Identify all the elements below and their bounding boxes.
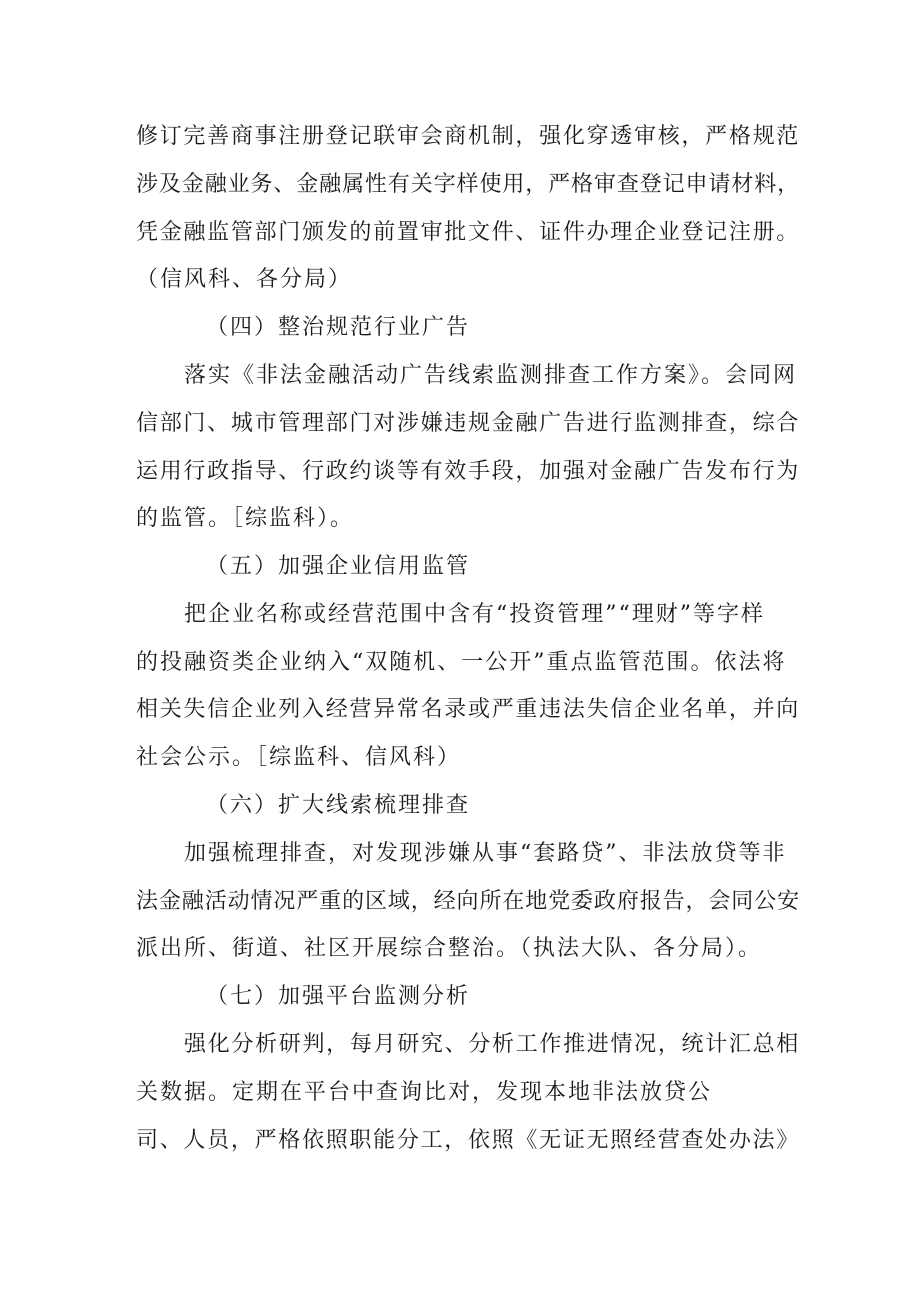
paragraph-line-11: 相关失信企业列入经营异常名录或严重违法失信企业名单，并向 bbox=[136, 697, 801, 722]
paragraph-line-12: 社会公示。［综监科、信风科） bbox=[136, 745, 462, 770]
paragraph-line-4: （信风科、各分局） bbox=[136, 267, 353, 292]
paragraph-line-7: 运用行政指导、行政约谈等有效手段，加强对金融广告发布行为 bbox=[136, 459, 801, 484]
paragraph-line-2: 涉及金融业务、金融属性有关字样使用，严格审查登记申请材料， bbox=[136, 172, 801, 197]
paragraph-line-1: 修订完善商事注册登记联审会商机制，强化穿透审核，严格规范 bbox=[136, 124, 801, 149]
paragraph-line-15: 派出所、街道、社区开展综合整治。（执法大队、各分局）。 bbox=[136, 936, 763, 961]
paragraph-line-5: 落实《非法金融活动广告线索监测排查工作方案》。会同网 bbox=[184, 363, 798, 388]
section-heading-4: （四）整治规范行业广告 bbox=[206, 315, 471, 340]
paragraph-line-16: 强化分析研判，每月研究、分析工作推进情况，统计汇总相 bbox=[184, 1032, 801, 1057]
section-heading-5: （五）加强企业信用监管 bbox=[206, 554, 471, 579]
paragraph-line-6: 信部门、城市管理部门对涉嫌违规金融广告进行监测排查，综合 bbox=[136, 411, 801, 436]
paragraph-line-3: 凭金融监管部门颁发的前置审批文件、证件办理企业登记注册。 bbox=[136, 220, 801, 245]
paragraph-line-14: 法金融活动情况严重的区域，经向所在地党委政府报告，会同公安 bbox=[136, 889, 801, 914]
paragraph-line-10: 的投融资类企业纳入“双随机、一公开”重点监管范围。依法将 bbox=[136, 650, 787, 675]
paragraph-line-18: 司、人员，严格依照职能分工，依照《无证无照经营查处办法》 bbox=[136, 1128, 801, 1153]
section-heading-7: （七）加强平台监测分析 bbox=[206, 984, 471, 1009]
paragraph-line-17: 关数据。定期在平台中查询比对，发现本地非法放贷公 bbox=[136, 1080, 713, 1105]
section-heading-6: （六）扩大线索梳理排查 bbox=[206, 793, 471, 818]
paragraph-line-9: 把企业名称或经营范围中含有“投资管理”“理财”等字样 bbox=[184, 602, 765, 627]
paragraph-line-8: 的监管。［综监科）。 bbox=[136, 506, 355, 531]
paragraph-line-13: 加强梳理排查，对发现涉嫌从事“套路贷”、非法放贷等非 bbox=[184, 841, 787, 866]
